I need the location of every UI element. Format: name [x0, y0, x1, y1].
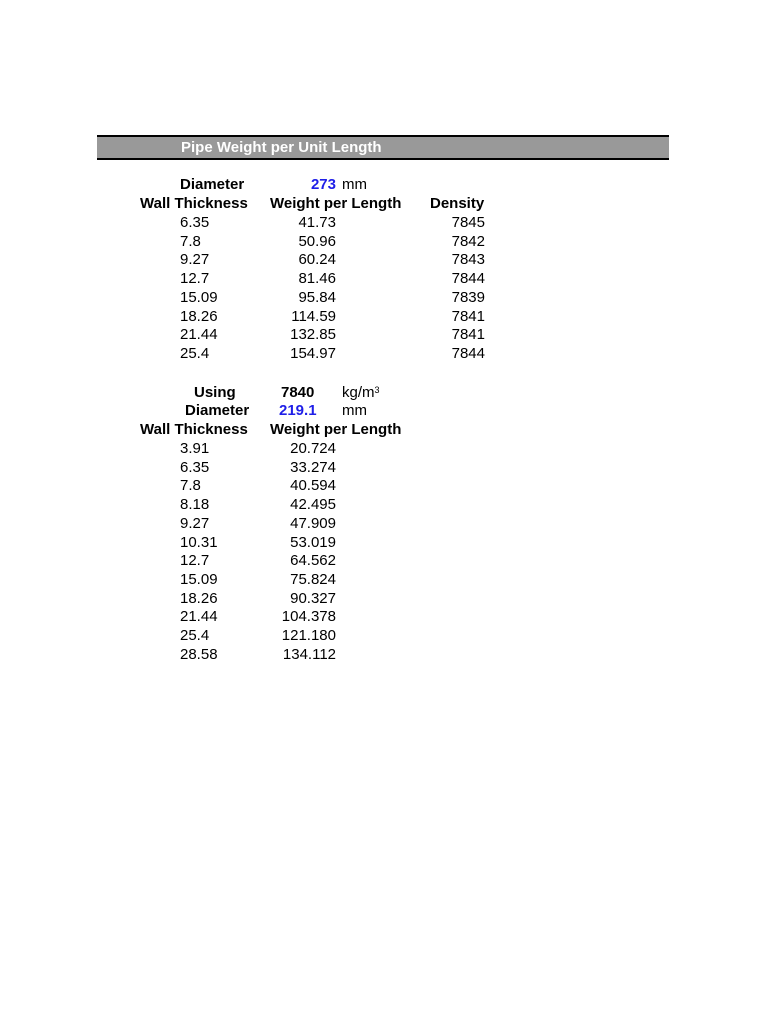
- table2-weight-cell: 90.327: [290, 589, 336, 607]
- table2-wall-thickness-cell: 3.91: [180, 440, 210, 457]
- table1-density-cell: 7843: [451, 251, 485, 269]
- table2-wall-thickness-cell: 8.18: [180, 496, 210, 514]
- table1-density-cell: 7841: [451, 307, 485, 325]
- table1-weight-cell: 41.73: [298, 214, 336, 231]
- table2-wall-thickness-cell: 10.31: [180, 533, 218, 551]
- table1-weight-cell: 50.96: [298, 232, 336, 250]
- table1-density-cell: 7845: [451, 214, 485, 231]
- table1-density-cell: 7844: [451, 344, 485, 362]
- table1-density-cell: 7842: [451, 232, 485, 250]
- page-title: Pipe Weight per Unit Length: [181, 139, 382, 156]
- table1-weight-cell: 95.84: [298, 288, 336, 306]
- table2-weight-cell: 121.180: [281, 627, 336, 644]
- table1-wall-thickness-cell: 15.09: [180, 288, 218, 306]
- diameter-value[interactable]: 273: [310, 176, 336, 193]
- table2-wall-thickness-cell: 6.35: [180, 458, 210, 476]
- table2-wall-thickness-cell: 25.4: [180, 627, 210, 644]
- table1-wall-thickness-cell: 18.26: [180, 307, 218, 325]
- table2-wall-thickness-cell: 18.26: [180, 589, 218, 607]
- table1-wall-thickness-cell: 25.4: [180, 344, 210, 362]
- table1-wall-thickness-cell: 9.27: [180, 251, 210, 269]
- table2-wall-thickness-cell: 12.7: [180, 552, 210, 570]
- table2-weight-cell: 64.562: [290, 552, 336, 570]
- table2-weight-cell: 53.019: [290, 533, 336, 551]
- table2-weight-cell: 33.274: [290, 458, 336, 476]
- table2-weight-cell: 20.724: [290, 440, 336, 457]
- using-label: Using: [194, 384, 236, 401]
- table1-wall-thickness-cell: 6.35: [180, 214, 210, 231]
- column-header-wall-thickness-2: Wall Thickness: [140, 421, 248, 438]
- table1-weight-cell: 132.85: [290, 326, 336, 344]
- density-value[interactable]: 7840: [281, 384, 315, 401]
- table1-density-cell: 7841: [451, 326, 485, 344]
- table2-wall-thickness-cell: 21.44: [180, 608, 218, 626]
- table1-wall-thickness-cell: 21.44: [180, 326, 218, 344]
- table1-weight-cell: 114.59: [291, 307, 336, 325]
- table2-weight-cell: 134.112: [282, 645, 336, 663]
- table2-weight-cell: 75.824: [290, 570, 336, 588]
- table1-wall-thickness-cell: 12.7: [180, 270, 210, 288]
- table2-weight-cell: 104.378: [281, 608, 336, 626]
- table1-density-cell: 7839: [451, 288, 485, 306]
- density-unit: $kg/m^3$: [342, 384, 380, 401]
- column-header-density: Density: [430, 195, 485, 212]
- table2-weight-cell: 40.594: [290, 477, 336, 495]
- table1-density-cell: 7844: [451, 270, 485, 288]
- table1-wall-thickness-cell: 7.8: [180, 232, 201, 250]
- table1-weight-cell: 81.46: [298, 270, 336, 288]
- column-header-weight-per-length: Weight per Length: [270, 195, 402, 212]
- column-header-weight-per-length-2: Weight per Length: [270, 421, 402, 438]
- table2-wall-thickness-cell: 15.09: [180, 570, 218, 588]
- table2-weight-cell: 42.495: [290, 496, 336, 514]
- title-bar: [97, 135, 669, 160]
- diameter-unit: mm: [342, 176, 367, 193]
- table2-weight-cell: 47.909: [290, 514, 336, 532]
- diameter-unit-2: mm: [342, 402, 367, 419]
- diameter-value-2[interactable]: 219.1: [279, 402, 317, 419]
- column-header-wall-thickness: Wall Thickness: [140, 195, 248, 212]
- table1-weight-cell: 60.24: [298, 251, 336, 269]
- diameter-label: Diameter: [180, 176, 245, 193]
- table2-wall-thickness-cell: 9.27: [180, 514, 210, 532]
- table2-wall-thickness-cell: 28.58: [180, 645, 218, 663]
- table2-wall-thickness-cell: 7.8: [180, 477, 201, 495]
- diameter-label-2: Diameter: [185, 402, 250, 419]
- table1-weight-cell: 154.97: [290, 344, 336, 362]
